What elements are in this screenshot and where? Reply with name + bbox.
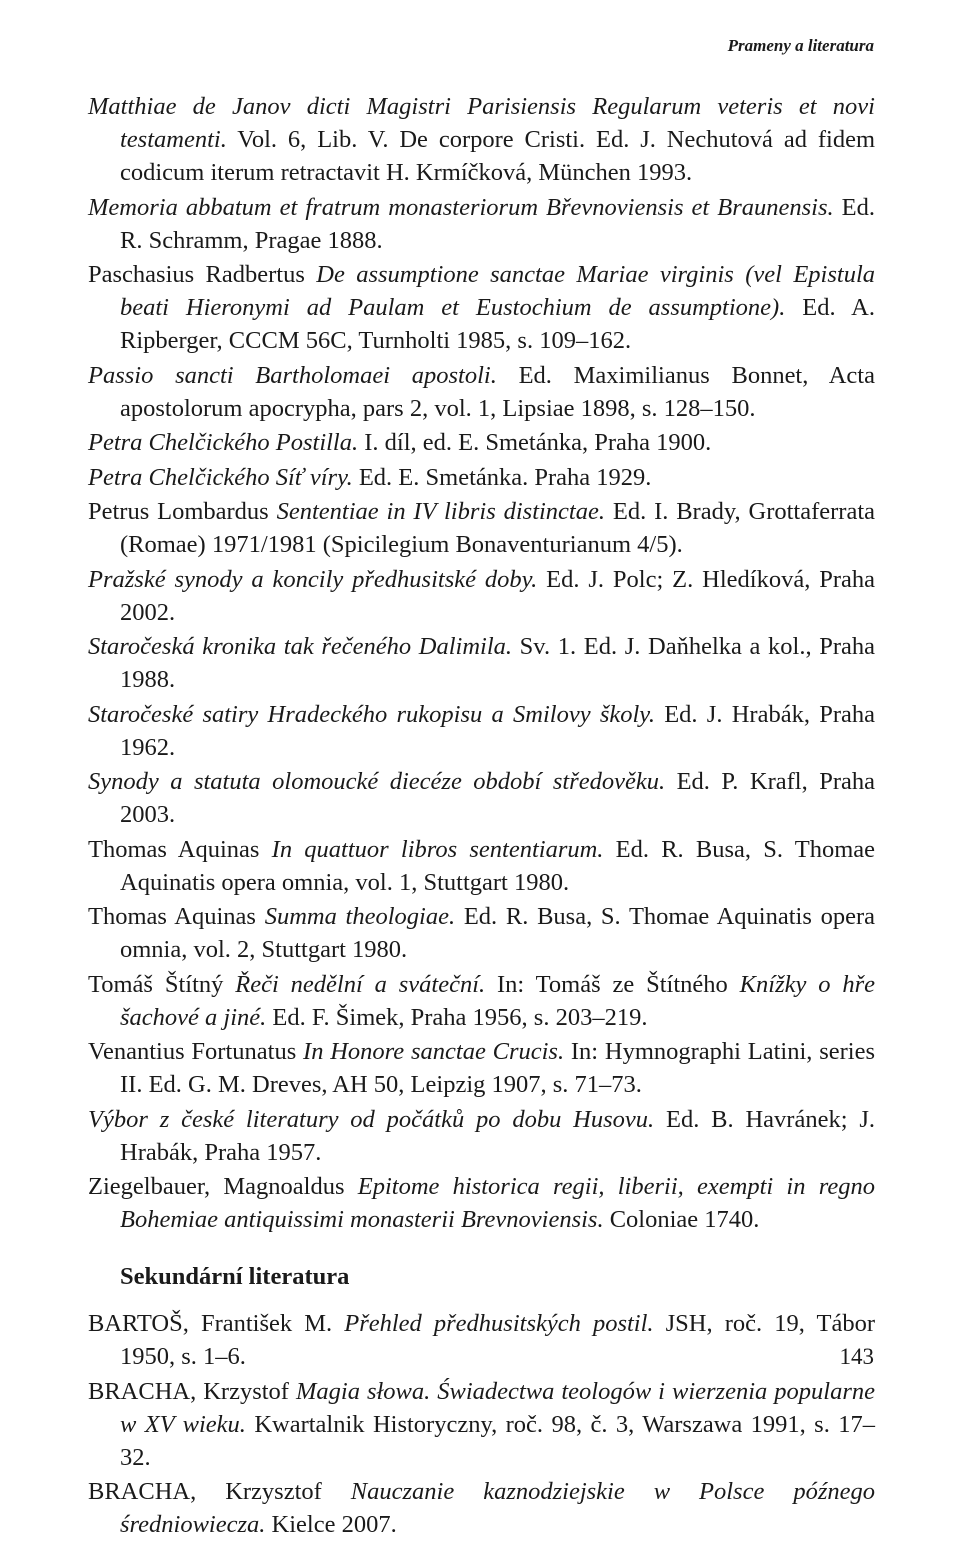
running-head: Prameny a literatura xyxy=(727,36,874,55)
entry-text: Ed. R. Busa, S. Thomae Aquinatis opera omnia, vol. 1, Stuttgart 1980. xyxy=(120,835,875,896)
entry-title: Passio sancti Bartholomaei apostoli. xyxy=(88,361,497,389)
entry-text: Thomas Aquinas xyxy=(88,903,265,930)
entry-text: Venantius Fortunatus xyxy=(88,1038,304,1065)
entry-title: Memoria abbatum et fratrum monasteriorum Břevnoviensis et Braunensis. xyxy=(88,193,834,221)
entry-text: Ed. R. Busa, S. Thomae Aquinatis opera omnia, vol. 2, Stuttgart 1980. xyxy=(120,903,875,963)
entry-title: Staročeské satiry Hradeckého rukopisu a Smilovy školy. xyxy=(88,700,655,728)
entry-text: Kwartalnik Historyczny, roč. 98, č. 3, Warszawa 1991, s. 17–32. xyxy=(120,1410,875,1471)
bibliography-entry xyxy=(88,426,875,459)
entry-title: Petra Chelčického Postilla. xyxy=(88,429,359,456)
entry-text: BARTOŠ, František M. xyxy=(88,1310,345,1337)
entry-text: In: Hymnographi Latini, series II. Ed. G. M. Dreves, AH 50, Leipzig 1907, s. 71–73. xyxy=(120,1038,875,1098)
entry-text: Ed. E. Smetánka. Praha 1929. xyxy=(352,463,652,491)
entry-title: Nauczanie kaznodziejskie w Polsce późnego średniowiecza. xyxy=(120,1478,875,1538)
bibliography-entry xyxy=(88,900,875,966)
entry-text: Ed. R. Schramm, Pragae 1888. xyxy=(120,193,876,254)
bibliography-entry xyxy=(88,1307,875,1373)
page-content xyxy=(88,90,875,1543)
entry-title: Staročeská kronika tak řečeného Dalimila. xyxy=(88,633,513,660)
bibliography-entry xyxy=(88,90,875,189)
bibliography-entry xyxy=(88,1375,875,1474)
entry-text: Paschasius Radbertus xyxy=(88,261,317,288)
entry-text: Thomas Aquinas xyxy=(88,835,272,863)
entry-text: Ed. A. Ripberger, CCCM 56C, Turnholti 1985, s. 109–162. xyxy=(120,294,875,354)
primary-sources-list xyxy=(88,90,875,1236)
entry-text: Ed. Maximilianus Bonnet, Acta apostolorum apocrypha, pars 2, vol. 1, Lipsiae 1898, s. 128–150. xyxy=(120,361,875,422)
entry-text: Ed. J. Hrabák, Praha 1962. xyxy=(120,700,875,761)
entry-title: Summa theologiae. xyxy=(264,903,456,930)
bibliography-entry xyxy=(88,1103,875,1169)
bibliography-entry xyxy=(88,461,875,494)
entry-text: Ed. J. Polc; Z. Hledíková, Praha 2002. xyxy=(120,565,876,626)
secondary-literature-list xyxy=(88,1307,875,1541)
section-heading: Sekundární literatura xyxy=(120,1263,350,1290)
entry-title: Řeči nedělní a sváteční. xyxy=(235,970,486,998)
bibliography-entry xyxy=(88,1035,875,1101)
entry-text: Coloniae 1740. xyxy=(603,1206,760,1233)
entry-title: Petra Chelčického Síť víry. xyxy=(88,463,353,491)
entry-text: Tomáš Štítný xyxy=(88,970,236,998)
entry-text: BRACHA, Krzystof xyxy=(88,1377,296,1405)
entry-text: Ed. F. Šimek, Praha 1956, s. 203–219. xyxy=(266,1003,648,1031)
entry-title: Knížky o hře šachové a jiné. xyxy=(120,970,875,1031)
bibliography-entry xyxy=(88,258,875,357)
entry-text: BRACHA, Krzysztof xyxy=(88,1478,351,1505)
bibliography-entry xyxy=(88,359,875,425)
entry-title: Matthiae de Janov dicti Magistri Parisiensis Regularum veteris et novi testamenti. xyxy=(88,93,875,153)
bibliography-entry xyxy=(88,765,875,831)
bibliography-entry xyxy=(88,563,875,629)
bibliography-entry xyxy=(88,1475,875,1541)
entry-text: Ed. I. Brady, Grottaferrata (Romae) 1971/1981 (Spicilegium Bonaventurianum 4/5). xyxy=(120,498,875,558)
entry-text: Petrus Lombardus xyxy=(88,498,277,525)
entry-text: I. díl, ed. E. Smetánka, Praha 1900. xyxy=(358,429,712,456)
bibliography-entry xyxy=(88,191,875,257)
entry-title: Magia słowa. Świadectwa teologów i wierzenia popularne w XV wieku. xyxy=(120,1377,875,1438)
entry-title: Synody a statuta olomoucké diecéze období středověku. xyxy=(88,768,666,795)
entry-title: In Honore sanctae Crucis. xyxy=(303,1038,565,1065)
entry-text: JSH, roč. 19, Tábor 1950, s. 1–6. xyxy=(120,1310,875,1370)
entry-title: De assumptione sanctae Mariae virginis (vel Epistula beati Hieronymi ad Paulam et Eustochium de assumptione). xyxy=(120,261,875,321)
bibliography-entry xyxy=(88,968,875,1034)
bibliography-entry xyxy=(88,495,875,561)
entry-text: In: Tomáš ze Štítného xyxy=(485,970,740,998)
bibliography-entry xyxy=(88,698,875,764)
entry-title: In quattuor libros sententiarum. xyxy=(271,835,604,863)
entry-text: Vol. 6, Lib. V. De corpore Cristi. Ed. J. Nechutová ad fidem codicum iterum retractavit H. Krmíčková, München 1993. xyxy=(120,126,875,186)
entry-title: Pražské synody a koncily předhusitské doby. xyxy=(88,565,538,593)
entry-text: Sv. 1. Ed. J. Daňhelka a kol., Praha 1988. xyxy=(120,633,875,693)
entry-text: Ziegelbauer, Magnoaldus xyxy=(88,1173,358,1200)
entry-text: Ed. B. Havránek; J. Hrabák, Praha 1957. xyxy=(120,1105,875,1166)
entry-text: Kielce 2007. xyxy=(265,1511,397,1538)
page-number: 143 xyxy=(839,1344,874,1369)
entry-title: Epitome historica regii, liberii, exempti in regno Bohemiae antiquissimi monasterii Brevnoviensis. xyxy=(120,1173,875,1233)
entry-text: Ed. P. Krafl, Praha 2003. xyxy=(120,768,875,828)
bibliography-entry xyxy=(88,630,875,696)
bibliography-entry xyxy=(88,1170,875,1236)
entry-title: Výbor z české literatury od počátků po dobu Husovu. xyxy=(88,1105,655,1133)
entry-title: Přehled předhusitských postil. xyxy=(344,1310,654,1337)
bibliography-entry xyxy=(88,833,875,899)
entry-title: Sententiae in IV libris distinctae. xyxy=(276,498,605,525)
